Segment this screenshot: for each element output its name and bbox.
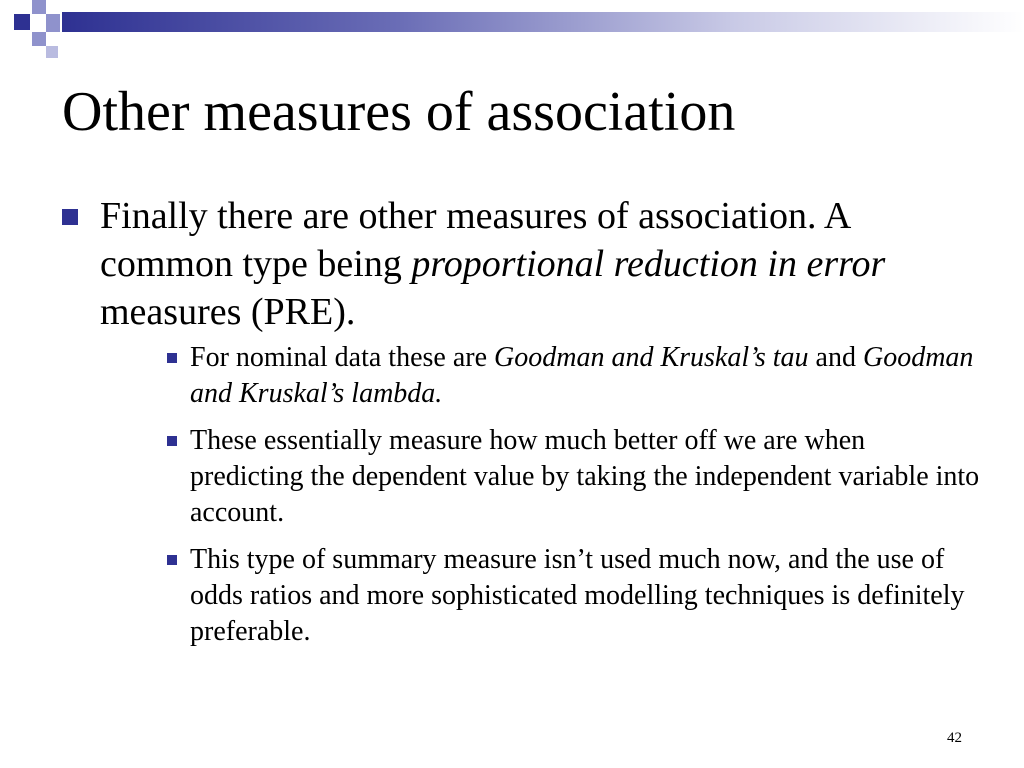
slide-title: Other measures of association	[62, 81, 736, 143]
sub-bullet-list	[167, 340, 982, 650]
sub-bullet-text: For nominal data these are Goodman and Kruskal’s tau and Goodman and Kruskal’s lambda.	[190, 342, 974, 409]
page-number: 42	[947, 730, 962, 746]
italic-term: Goodman and Kruskal’s lambda.	[190, 342, 974, 409]
slide-body	[62, 192, 982, 661]
italic-term: Goodman and Kruskal’s tau	[494, 342, 809, 373]
corner-square-icon	[32, 0, 46, 14]
main-bullet	[62, 192, 982, 336]
square-bullet-icon	[167, 555, 177, 565]
square-bullet-icon	[167, 436, 177, 446]
sub-bullet	[167, 542, 982, 650]
square-bullet-icon	[62, 209, 78, 225]
italic-term: proportional reduction in error	[411, 243, 886, 285]
main-bullet-text: Finally there are other measures of association. A common type being proportional reduction in error measures (PRE).	[100, 195, 886, 333]
sub-bullet	[167, 340, 982, 412]
sub-bullet-text: These essentially measure how much better off we are when predicting the dependent value by taking the independent variable into account.	[190, 425, 980, 528]
corner-square-icon	[14, 14, 30, 30]
corner-square-icon	[46, 14, 60, 32]
sub-bullet	[167, 423, 982, 531]
corner-square-icon	[32, 32, 46, 46]
sub-bullet-text: This type of summary measure isn’t used much now, and the use of odds ratios and more sophisticated modelling techniques is definitely preferable.	[190, 544, 965, 647]
corner-square-icon	[46, 46, 58, 58]
square-bullet-icon	[167, 353, 177, 363]
gradient-title-bar	[62, 12, 1024, 32]
header-decoration	[0, 0, 1024, 60]
